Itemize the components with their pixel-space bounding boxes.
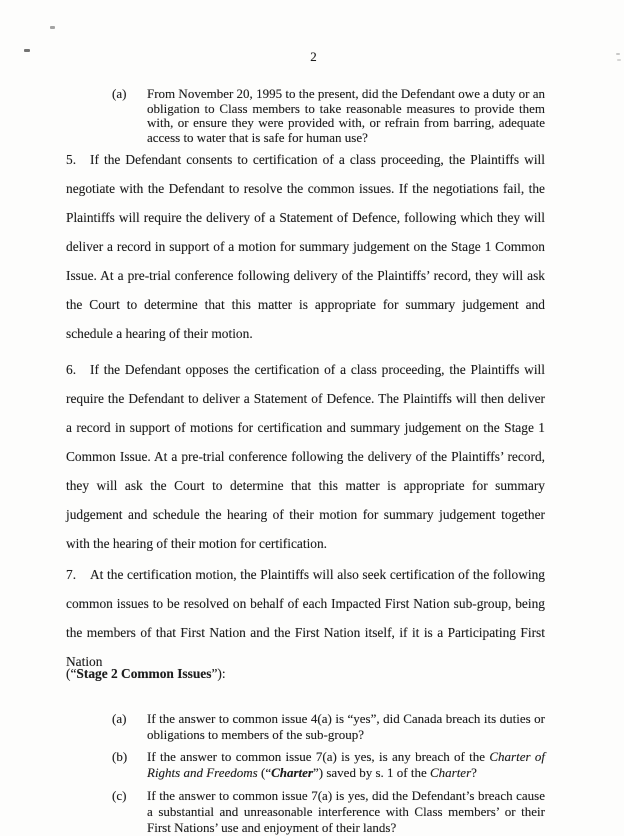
list-item-label: (a) bbox=[112, 86, 127, 101]
list-item-b bbox=[112, 749, 545, 781]
list-item-a bbox=[112, 711, 545, 743]
list-item-text: If the answer to common issue 7(a) is yes, did the Defendant’s breach cause a substantial and unreasonable interference with Class members’ or their First Nations’ use and enjoyment of their lands? bbox=[147, 788, 545, 835]
scan-speck-icon bbox=[50, 26, 55, 29]
paragraph-text: At the certification motion, the Plaintiffs will also seek certification of the following common issues to be resolved on behalf of each Impacted First Nation sub-group, being the members of that First Nation and the First Nation itself, if it is a Participating First Nation bbox=[66, 567, 545, 669]
paragraph-number: 5. bbox=[66, 152, 77, 167]
stage2-common-issues-heading: (“Stage 2 Common Issues”): bbox=[66, 666, 226, 681]
paragraph-text: If the Defendant opposes the certification of a class proceeding, the Plaintiffs will require the Defendant to deliver a Statement of Defence. The Plaintiffs will then deliver a record in support of motions for certification and summary judgement on the Stage 1 Common Issue. At a pre-trial conference following the delivery of the Plaintiffs’ record, they will ask the Court to determine that this matter is appropriate for summary judgement and schedule the hearing of their motion for summary judgement together with the hearing of their motion for certification. bbox=[66, 362, 545, 551]
list-item-c bbox=[112, 788, 545, 836]
paragraph-text: If the Defendant consents to certification of a class proceeding, the Plaintiffs will negotiate with the Defendant to resolve the common issues. If the negotiations fail, the Plaintiffs will require the delivery of a Statement of Defence, following which they will deliver a record in support of a motion for summary judgement on the Stage 1 Common Issue. At a pre-trial conference following delivery of the Plaintiffs’ record, they will ask the Court to determine that this matter is appropriate for summary judgement and schedule a hearing of their motion. bbox=[66, 152, 545, 341]
scan-speck-icon bbox=[24, 49, 30, 52]
list-item-text: From November 20, 1995 to the present, did the Defendant owe a duty or an obligation to Class members to take reasonable measures to provide them with, or ensure they were provided with, or refrain from barring, adequate access to water that is safe for human use? bbox=[147, 86, 545, 145]
list-item-label: (b) bbox=[112, 749, 128, 764]
scan-speck-icon bbox=[617, 59, 621, 61]
paragraph-number: 6. bbox=[66, 362, 77, 377]
list-item-text: If the answer to common issue 4(a) is “yes”, did Canada breach its duties or obligations to members of the sub-group? bbox=[147, 711, 545, 742]
paragraph-6 bbox=[66, 355, 545, 558]
scan-speck-icon bbox=[616, 53, 620, 55]
paragraph-5 bbox=[66, 145, 545, 348]
list-item-label: (c) bbox=[112, 788, 127, 803]
list-item-4a bbox=[112, 87, 545, 145]
list-item-label: (a) bbox=[112, 711, 127, 726]
paragraph-7 bbox=[66, 560, 545, 676]
page-number: 2 bbox=[310, 49, 317, 64]
paragraph-number: 7. bbox=[66, 567, 77, 582]
list-item-text: If the answer to common issue 7(a) is yes, is any breach of the Charter of Rights and Freedoms (“Charter”) saved by s. 1 of the Charter? bbox=[147, 749, 545, 780]
